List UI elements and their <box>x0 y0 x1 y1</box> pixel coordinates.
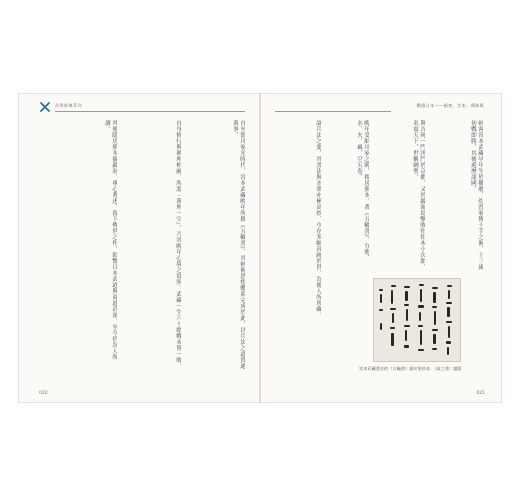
left-text-column-3: 其後隱居熊本靈巖洞，專心著述，留下傳世之作，影響日本武道與商道甚深，至今仍為人所讀。 <box>103 120 117 360</box>
left-page <box>19 94 259 402</box>
header-rule <box>55 111 245 112</box>
right-text-column-1: 劍客宮本武藏早年生於播磨，幼習家傳十手之術，十三歲初戰即勝，其後遊歷諸國， <box>469 120 483 270</box>
right-text-column-3: 晚年受細川家之聘，移居熊本，著《五輪書》，分地、水、火、風、空五卷， <box>355 120 369 262</box>
book-spread <box>19 94 501 402</box>
right-page <box>261 94 501 402</box>
photo-caption: 宮本武藏書法的《五輪書》細川家抄本．（取之書）題跋 <box>359 366 462 371</box>
right-text-column-4: 論兵法之要，其書法與水墨亦極高妙，今存多幅真跡於世，為後人所珍藏。 <box>315 120 321 318</box>
page-number-right: 021 <box>476 391 485 396</box>
left-text-column-2: 自身修行與禪理相融，所謂「萬理一空」，乃其晚年心境之寫照。武藏一生六十餘戰未嘗一敗， <box>175 120 181 370</box>
header-rule <box>275 111 391 112</box>
calligraphy-photo <box>373 278 461 362</box>
running-header-series: 武學經典系列 <box>55 103 82 108</box>
running-header-chapter: 戰國日本——劍豪、宮本、禪修與 <box>416 103 484 108</box>
page-number-left: 020 <box>39 391 48 396</box>
right-text-column-2: 與吉岡一門決鬥於京都，又於巖流島擊敗佐佐木小次郎，名震天下，世稱劍聖。 <box>411 120 425 270</box>
left-text-column-1: 自至德川家光時代，宮本武藏晚年所撰《五輪書》，其劍術思想體系完成於此，以兵法之道貫通萬事， <box>231 120 245 370</box>
series-logo-icon <box>39 101 51 113</box>
